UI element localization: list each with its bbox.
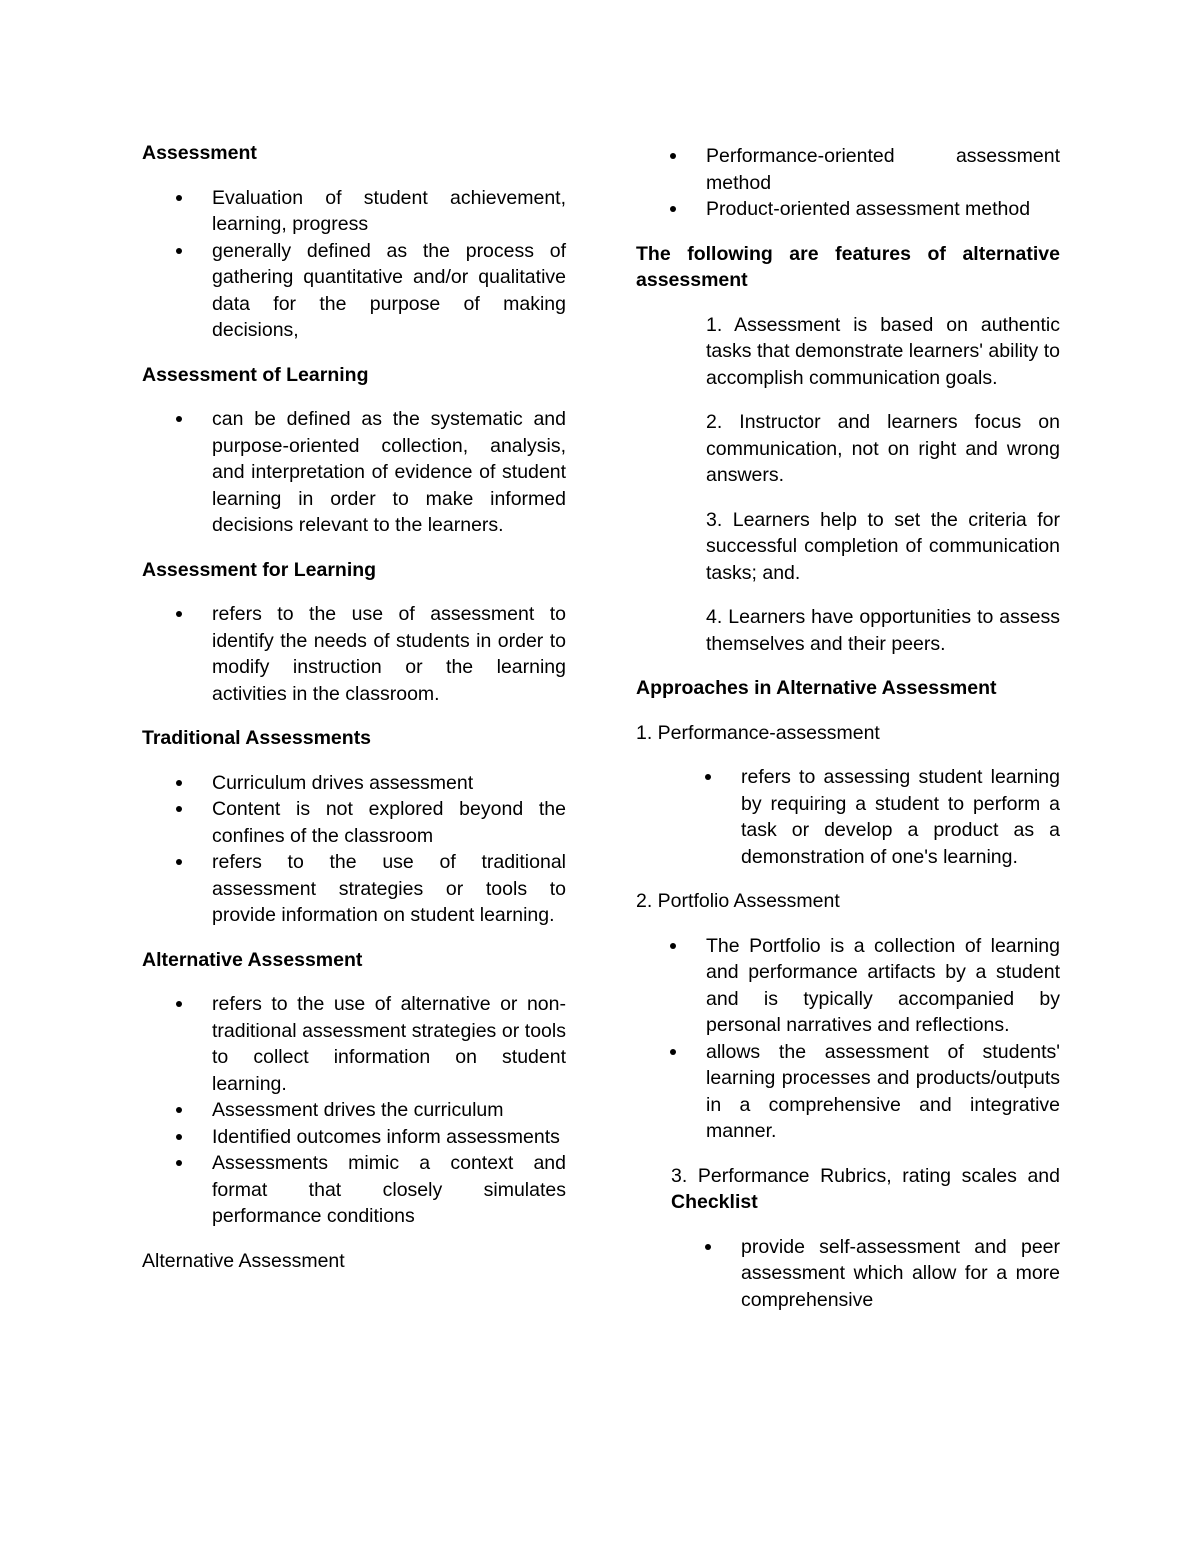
- feature-item-1: 1. Assessment is based on authentic tasks that demonstrate learners' ability to accomplish communication goals.: [706, 313, 1060, 389]
- list-assessment: [142, 185, 566, 344]
- list-assessment-for-learning: [142, 601, 566, 707]
- heading-assessment-for-learning: Assessment for Learning: [142, 558, 377, 581]
- heading-assessment-of-learning: Assessment of Learning: [142, 363, 369, 386]
- approach-performance-title: 1. Performance-assessment: [636, 721, 880, 744]
- list-rubrics: [636, 1234, 1060, 1314]
- list-item: Assessment drives the curriculum: [212, 1097, 566, 1124]
- list-item: Performance-oriented assessment method: [706, 143, 1060, 196]
- approach-rubrics-title: [671, 1163, 1060, 1216]
- list-item: refers to the use of alternative or non-traditional assessment strategies or tools to collect information on student learning.: [212, 991, 566, 1097]
- list-item: can be defined as the systematic and purpose-oriented collection, analysis, and interpretation of evidence of student learning in order to make informed decisions relevant to the learners.: [212, 406, 566, 539]
- list-item: Product-oriented assessment method: [706, 196, 1060, 223]
- heading-alternative-assessment: Alternative Assessment: [142, 948, 363, 971]
- list-item: provide self-assessment and peer assessment which allow for a more comprehensive: [741, 1234, 1060, 1314]
- list-item: The Portfolio is a collection of learning and performance artifacts by a student and is typically accompanied by personal narratives and reflections.: [706, 933, 1060, 1039]
- list-item: refers to the use of assessment to identify the needs of students in order to modify instruction or the learning activities in the classroom.: [212, 601, 566, 707]
- list-portfolio-assessment: [636, 933, 1060, 1145]
- list-item: generally defined as the process of gathering quantitative and/or qualitative data for the purpose of making decisions,: [212, 238, 566, 344]
- list-item: allows the assessment of students' learning processes and products/outputs in a comprehensive and integrative manner.: [706, 1039, 1060, 1145]
- list-item: Assessments mimic a context and format that closely simulates performance conditions: [212, 1150, 566, 1230]
- list-item: Curriculum drives assessment: [212, 770, 566, 797]
- feature-item-4: 4. Learners have opportunities to assess themselves and their peers.: [706, 606, 1060, 655]
- list-assessment-of-learning: [142, 406, 566, 539]
- heading-assessment: Assessment: [142, 142, 257, 164]
- feature-item-2: 2. Instructor and learners focus on communication, not on right and wrong answers.: [706, 411, 1060, 486]
- list-item: Evaluation of student achievement, learning, progress: [212, 185, 566, 238]
- list-performance-assessment: [636, 764, 1060, 870]
- list-item: Content is not explored beyond the confines of the classroom: [212, 796, 566, 849]
- right-column: [636, 143, 1060, 1331]
- left-column: [142, 140, 566, 1292]
- heading-approaches: Approaches in Alternative Assessment: [636, 677, 997, 699]
- rubrics-title-bold: Checklist: [671, 1191, 758, 1213]
- list-item: Identified outcomes inform assessments: [212, 1124, 566, 1151]
- list-item: refers to assessing student learning by requiring a student to perform a task or develop a product as a demonstration of one's learning.: [741, 764, 1060, 870]
- list-assessment-methods: [636, 143, 1060, 223]
- approach-portfolio-title: 2. Portfolio Assessment: [636, 890, 840, 912]
- rubrics-title-prefix: 3. Performance Rubrics, rating scales and: [671, 1164, 1060, 1187]
- list-traditional-assessments: [142, 770, 566, 929]
- heading-features: The following are features of alternative assessment: [636, 242, 1060, 291]
- heading-traditional-assessments: Traditional Assessments: [142, 727, 372, 749]
- list-alternative-assessment: [142, 991, 566, 1230]
- list-item: refers to the use of traditional assessment strategies or tools to provide information on student learning.: [212, 849, 566, 929]
- alternative-assessment-text: Alternative Assessment: [142, 1249, 345, 1272]
- feature-item-3: 3. Learners help to set the criteria for successful completion of communication tasks; and.: [706, 508, 1060, 584]
